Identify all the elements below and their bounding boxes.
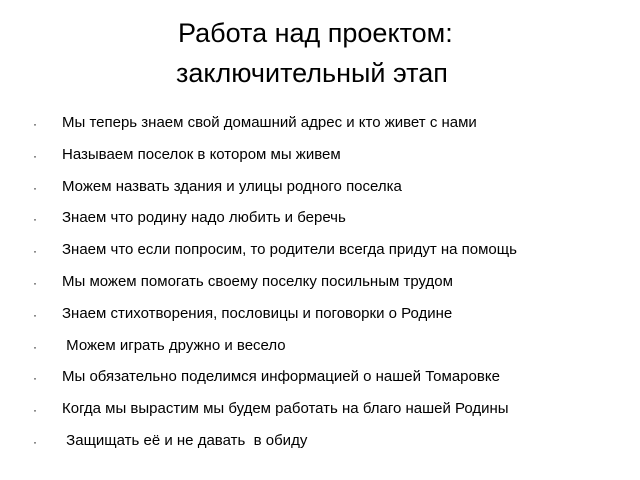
bullet-text: Когда мы вырастим мы будем работать на благо нашей Родины bbox=[62, 400, 509, 418]
bullet-marker: · bbox=[33, 434, 37, 449]
bullet-marker: · bbox=[33, 403, 37, 418]
bullet-item bbox=[0, 273, 640, 305]
bullet-marker: · bbox=[33, 371, 37, 386]
bullet-text: Мы обязательно поделимся информацией о нашей Томаровке bbox=[62, 368, 500, 386]
bullet-marker: · bbox=[33, 275, 37, 290]
bullet-item bbox=[0, 209, 640, 241]
bullet-text: Можем назвать здания и улицы родного поселка bbox=[62, 177, 402, 195]
bullet-text: Знаем что если попросим, то родители всегда придут на помощь bbox=[62, 241, 517, 259]
slide-title-line-1: Работа над проектом: bbox=[178, 18, 453, 48]
slide-title-line-2: заключительный этап bbox=[176, 58, 448, 88]
bullet-marker: · bbox=[33, 307, 37, 322]
bullet-marker: · bbox=[33, 244, 37, 259]
bullet-item bbox=[0, 178, 640, 210]
bullet-text: Мы можем помогать своему поселку посильным трудом bbox=[62, 272, 453, 290]
bullet-text: Знаем что родину надо любить и беречь bbox=[62, 209, 346, 227]
bullet-marker: · bbox=[33, 148, 37, 163]
bullet-item bbox=[0, 337, 640, 369]
bullet-item bbox=[0, 146, 640, 178]
bullet-text: Можем играть дружно и весело bbox=[62, 336, 286, 354]
bullet-item bbox=[0, 432, 640, 464]
bullet-item bbox=[0, 368, 640, 400]
bullet-item bbox=[0, 241, 640, 273]
bullet-text: Знаем стихотворения, пословицы и поговорки о Родине bbox=[62, 304, 453, 322]
bullet-marker: · bbox=[33, 180, 37, 195]
bullet-text: Называем поселок в котором мы живем bbox=[62, 145, 341, 163]
bullet-text: Защищать её и не давать в обиду bbox=[62, 431, 308, 449]
bullet-marker: · bbox=[33, 339, 37, 354]
bullet-item bbox=[0, 305, 640, 337]
bullet-marker: · bbox=[33, 117, 37, 131]
bullet-marker: · bbox=[33, 212, 37, 227]
bullet-list bbox=[0, 114, 640, 464]
bullet-item bbox=[0, 400, 640, 432]
bullet-text: Мы теперь знаем свой домашний адрес и кто живет с нами bbox=[62, 114, 477, 131]
bullet-item bbox=[0, 114, 640, 146]
